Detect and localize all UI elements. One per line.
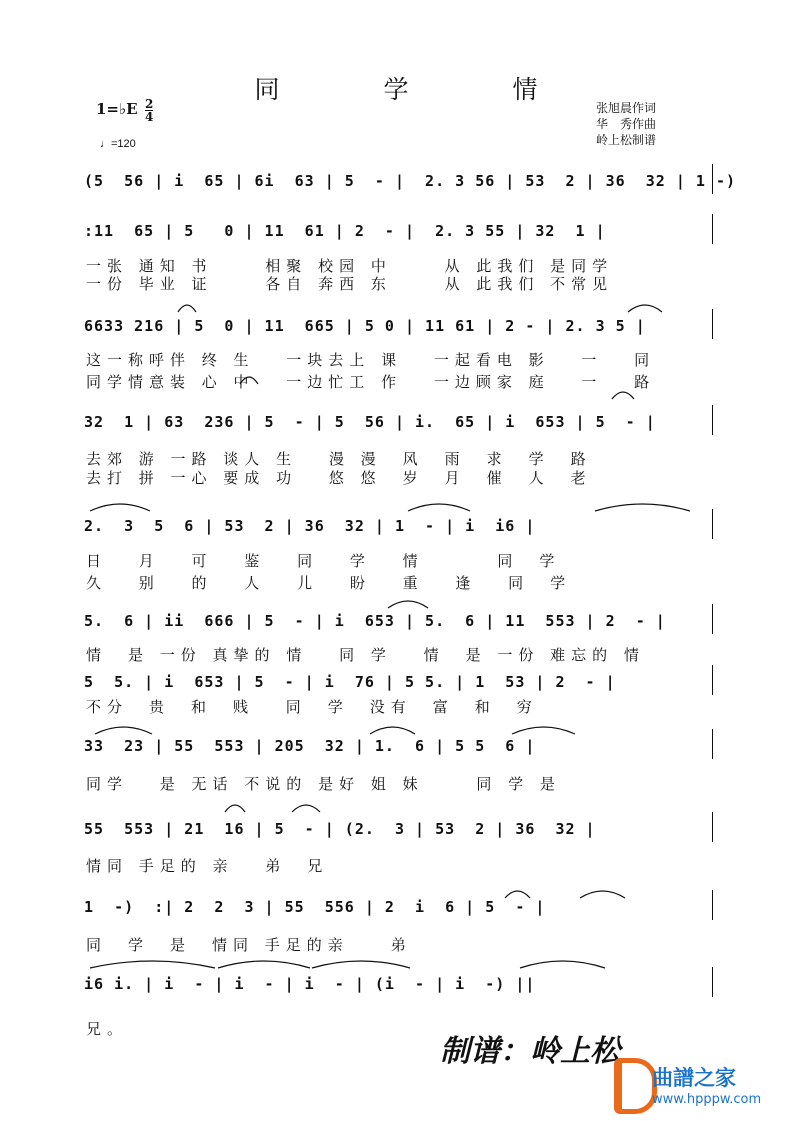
watermark-url: www.hpppw.com (652, 1092, 762, 1107)
slur-arc (370, 727, 415, 734)
credit-composer: 华 秀作曲 (596, 117, 657, 131)
slur-arc (512, 727, 575, 734)
slur-arc (178, 305, 196, 312)
slur-arc (628, 305, 662, 312)
slur-arc (95, 727, 152, 734)
lyric-line: 同 学 是 情同 手足的亲 弟 (86, 936, 412, 954)
slur-arc (90, 504, 150, 511)
notation-row: 32 1 | 63 236 | 5 - | 5 56 | i. 65 | i 653 | 5 - | (84, 413, 656, 431)
slur-arc (505, 891, 530, 898)
key-signature: 1=♭E (96, 100, 138, 118)
lyric-line: 日 月 可 鉴 同 学 情 同 学 (86, 552, 561, 570)
notation-row: 5. 6 | ii 666 | 5 - | i 653 | 5. 6 | 11 553 | 2 - | (84, 612, 666, 630)
watermark-name: 曲譜之家 (652, 1066, 736, 1090)
lyric-line: 情 是 一份 真挚的 情 同 学 情 是 一份 难忘的 情 (86, 646, 645, 664)
slur-arc (520, 961, 605, 968)
lyric-line: 去打 拼 一心 要成 功 悠 悠 岁 月 催 人 老 (86, 469, 592, 487)
notation-row: :11 65 | 5 0 | 11 61 | 2 - | 2. 3 55 | 32 1 | (84, 222, 606, 240)
slur-arc (580, 891, 625, 898)
lyric-line: 情同 手足的 亲 弟 兄 (86, 857, 329, 875)
lyric-line: 去郊 游 一路 谈人 生 漫 漫 风 雨 求 学 路 (86, 450, 592, 468)
slur-arc (240, 377, 258, 384)
notation-row: 5 5. | i 653 | 5 - | i 76 | 5 5. | 1 53 | 2 - | (84, 673, 616, 691)
tempo-mark: ♩=120 (100, 138, 136, 150)
slur-arc (388, 601, 428, 608)
lyric-line: 兄。 (86, 1020, 129, 1038)
lyric-line: 一份 毕业 证 各自 奔西 东 从 此我们 不常见 (86, 275, 614, 293)
lyric-line: 一张 通知 书 相聚 校园 中 从 此我们 是同学 (86, 257, 614, 275)
time-signature-top: 2 (145, 97, 154, 111)
lyric-line: 同学情意装 心 中 一边忙工 作 一边顾家 庭 一 路 (86, 373, 656, 391)
slur-arc (408, 504, 470, 511)
notation-row: 1 -) :| 2 2 3 | 55 556 | 2 i 6 | 5 - | (84, 898, 546, 916)
notation-row: (5 56 | i 65 | 6i 63 | 5 - | 2. 3 56 | 53 2 | 36 32 | 1 -) (84, 172, 736, 190)
slur-arc (292, 805, 320, 812)
credit-lyricist: 张旭晨作词 (596, 101, 657, 115)
time-signature-bottom: 4 (145, 110, 154, 124)
slur-arc (225, 805, 245, 812)
lyric-line: 这一称呼伴 终 生 一块去上 课 一起看电 影 一 同 (86, 351, 656, 369)
lyric-line: 久 别 的 人 儿 盼 重 逢 同 学 (86, 574, 572, 592)
notation-row: 2. 3 5 6 | 53 2 | 36 32 | 1 - | i i6 | (84, 517, 536, 535)
transcriber-signature: 制谱：岭上松 (440, 1034, 620, 1069)
notation-row: 33 23 | 55 553 | 205 32 | 1. 6 | 5 5 6 | (84, 737, 536, 755)
notation-row: 55 553 | 21 16 | 5 - | (2. 3 | 53 2 | 36 32 | (84, 820, 596, 838)
slur-arc (218, 961, 310, 968)
slur-arc (312, 961, 410, 968)
lyric-line: 不分 贵 和 贱 同 学 没有 富 和 穷 (86, 698, 538, 716)
notation-row: i6 i. | i - | i - | i - | (i - | i -) || (84, 975, 536, 993)
slur-arc (90, 961, 215, 968)
notation-row: 6633 216 | 5 0 | 11 665 | 5 0 | 11 61 | 2 - | 2. 3 5 | (84, 317, 646, 335)
slur-arc (612, 392, 634, 399)
credit-transcriber: 岭上松制谱 (596, 133, 657, 147)
slur-arc (595, 504, 690, 511)
page-title: 同 学 情 (254, 75, 586, 104)
lyric-line: 同学 是 无话 不说的 是好 姐 妹 同 学 是 (86, 775, 561, 793)
